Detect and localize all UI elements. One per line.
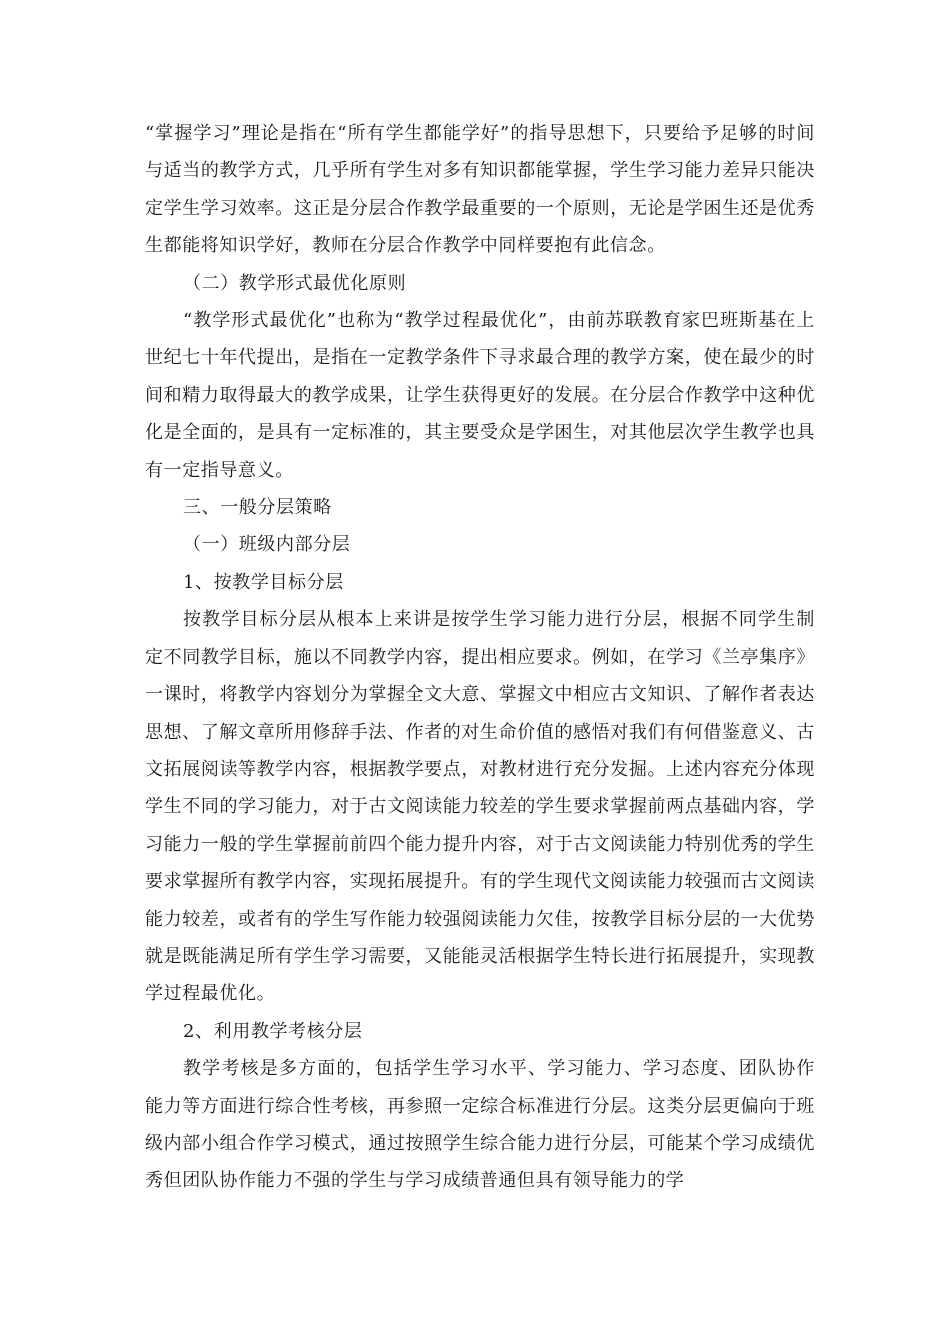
- body-paragraph-layer-by-assessment: 教学考核是多方面的，包括学生学习水平、学习能力、学习态度、团队协作能力等方面进行综合性考核，再参照一定综合标准进行分层。这类分层更偏向于班级内部小组合作学习模式，通过按照学生综合能力进行分层，可能某个学习成绩优秀但团队协作能力不强的学生与学习成绩普通但具有领导能力的学: [145, 1058, 815, 1192]
- body-paragraph-mastery-learning: “掌握学习”理论是指在“所有学生都能学好”的指导思想下，只要给予足够的时间与适当的教学方式，几乎所有学生对多有知识都能掌握，学生学习能力差异只能决定学生学习效率。这正是分层合作教学最重要的一个原则，无论是学困生还是优秀生都能将知识学好，教师在分层合作教学中同样要抱有此信念。: [145, 123, 815, 257]
- document-body: [145, 115, 815, 1200]
- section-heading-layer-by-goal: 1、按教学目标分层: [183, 571, 344, 593]
- section-heading-layer-by-assessment: 2、利用教学考核分层: [183, 1020, 363, 1042]
- section-heading-class-internal-layering: （一）班级内部分层: [183, 534, 351, 556]
- section-heading-teaching-form-optimization: （二）教学形式最优化原则: [183, 272, 407, 294]
- section-heading-layering-strategy: 三、一般分层策略: [183, 497, 332, 519]
- body-paragraph-optimization: “教学形式最优化”也称为“教学过程最优化”，由前苏联教育家巴班斯基在上世纪七十年代提出，是指在一定教学条件下寻求最合理的教学方案，使在最少的时间和精力取得最大的教学成果，让学生获得更好的发展。在分层合作教学中这种优化是全面的，是具有一定标准的，其主要受众是学困生，对其他层次学生教学也具有一定指导意义。: [145, 310, 815, 481]
- body-paragraph-layer-by-goal: 按教学目标分层从根本上来讲是按学生学习能力进行分层，根据不同学生制定不同教学目标，施以不同教学内容，提出相应要求。例如，在学习《兰亭集序》一课时，将教学内容划分为掌握全文大意、掌握文中相应古文知识、了解作者表达思想、了解文章所用修辞手法、作者的对生命价值的感悟对我们有何借鉴意义、古文拓展阅读等教学内容，根据教学要点，对教材进行充分发掘。上述内容充分体现学生不同的学习能力，对于古文阅读能力较差的学生要求掌握前两点基础内容，学习能力一般的学生掌握前前四个能力提升内容，对于古文阅读能力特别优秀的学生要求掌握所有教学内容，实现拓展提升。有的学生现代文阅读能力较强而古文阅读能力较差，或者有的学生写作能力较强阅读能力欠佳，按教学目标分层的一大优势就是既能满足所有学生学习需要，又能能灵活根据学生特长进行拓展提升，实现教学过程最优化。: [145, 609, 815, 1005]
